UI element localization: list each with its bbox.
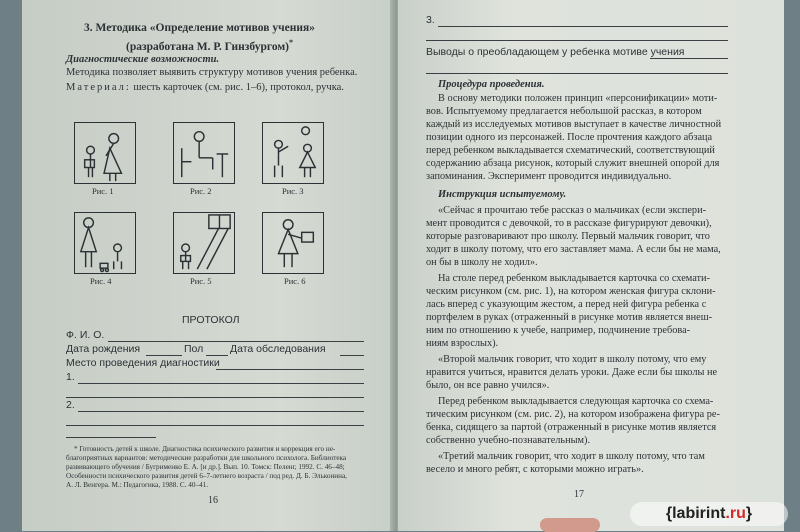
footnote-line: * Готовность детей к школе. Диагностика психического развития и коррекция его не- bbox=[74, 445, 336, 453]
method-heading-author: (разработана М. Р. Гинзбургом)* bbox=[126, 38, 294, 53]
instruction-line: нравится учиться, нравится делать уроки. Даже если бы школы не bbox=[426, 367, 718, 378]
caption-3: Рис. 3 bbox=[282, 186, 304, 196]
instruction-line: портфелем в руках (отраженный в рисунке мотив является внеш- bbox=[426, 312, 713, 323]
instruction-line: лась вперед с указующим жестом, а перед ней фигура ребенка с bbox=[426, 299, 707, 310]
procedure-title: Процедура проведения. bbox=[438, 79, 545, 90]
procedure-line: каждый из исследуемых мотивов выступает в качестве личностной bbox=[426, 119, 722, 130]
place-label: Место проведения диагностики bbox=[66, 357, 220, 369]
place-line bbox=[216, 369, 364, 370]
item-3-line-a bbox=[438, 26, 728, 27]
instruction-title: Инструкция испытуемому. bbox=[438, 189, 567, 200]
figure-5 bbox=[173, 212, 235, 274]
instruction-line: бенка, сидящего за партой (отраженный в рисунке мотив является bbox=[426, 422, 717, 433]
footnote-line: развивающего обучения / Бугрименко Е. А. [и др.]. Вып. 10. Томск: Пеленг, 1992. С. 46–48; bbox=[66, 463, 345, 471]
procedure-line: В основу методики положен принцип «персонификации» моти- bbox=[438, 93, 718, 104]
item-2: 2. bbox=[66, 399, 75, 411]
instruction-line: ходит в школу потому, что его заставляет мама. А если бы не мама, bbox=[426, 244, 721, 255]
conclusions-line-a bbox=[650, 58, 728, 59]
protocol-title: ПРОТОКОЛ bbox=[182, 314, 240, 326]
figure-2 bbox=[173, 122, 235, 184]
caption-1: Рис. 1 bbox=[92, 186, 114, 196]
item-3: 3. bbox=[426, 14, 435, 26]
instruction-line: весело и много ребят, с которыми можно играть». bbox=[426, 464, 644, 475]
figure-6 bbox=[262, 212, 324, 274]
caption-4: Рис. 4 bbox=[90, 276, 112, 286]
figure-4 bbox=[74, 212, 136, 274]
instruction-line: На столе перед ребенком выкладывается карточка со схемати- bbox=[438, 273, 710, 284]
item-1-line-b bbox=[66, 397, 364, 398]
instruction-line: ним по отношению к учебе, например, подчинение требова- bbox=[426, 325, 691, 336]
exam-date-line bbox=[340, 355, 364, 356]
sex-line bbox=[206, 355, 228, 356]
procedure-line: запоминания. Эксперимент проводится индивидуально. bbox=[426, 171, 672, 182]
instruction-line: Перед ребенком выкладывается следующая карточка со схема- bbox=[438, 396, 714, 407]
instruction-line: «Сейчас я прочитаю тебе рассказ о мальчиках (если экспери- bbox=[438, 205, 707, 216]
conclusions-label: Выводы о преобладающем у ребенка мотиве учения bbox=[426, 46, 685, 58]
section-title: Диагностические возможности. bbox=[66, 54, 220, 65]
instruction-line: было, он все равно учился». bbox=[426, 380, 550, 391]
caption-5: Рис. 5 bbox=[190, 276, 212, 286]
instruction-line: «Второй мальчик говорит, что ходит в школу потому, что ему bbox=[438, 354, 707, 365]
labirint-watermark: {labirint.ru} bbox=[630, 502, 788, 526]
instruction-line: ческим рисунком (см. рис. 1), на котором женская фигура склони- bbox=[426, 286, 716, 297]
sex-label: Пол bbox=[184, 343, 204, 355]
fio-line bbox=[108, 341, 364, 342]
procedure-line: перед ребенком выкладывается схематический, соответствующий bbox=[426, 145, 715, 156]
material-line: Материал: шесть карточек (см. рис. 1–6), протокол, ручка. bbox=[66, 82, 344, 93]
left-page bbox=[22, 0, 394, 531]
instruction-line: ниям взрослых). bbox=[426, 338, 499, 349]
procedure-line: содержанию абзаца рисунок, который служит внешней опорой для bbox=[426, 158, 720, 169]
conclusions-line-b bbox=[426, 73, 728, 74]
page-number-left: 16 bbox=[208, 495, 218, 506]
fio-label: Ф. И. О. bbox=[66, 329, 105, 341]
caption-6: Рис. 6 bbox=[284, 276, 306, 286]
instruction-line: мент проводится с девочкой, то в рассказе фигурируют девочки), bbox=[426, 218, 712, 229]
caption-2: Рис. 2 bbox=[190, 186, 212, 196]
instruction-line: которые разговаривают про школу. Первый мальчик говорит, что bbox=[426, 231, 710, 242]
intro-text: Методика позволяет выявить структуру мотивов учения ребенка. bbox=[66, 67, 358, 78]
footnote-line: благоприятных вариантов: методические разработки для школьного психолога. Библиотека bbox=[66, 454, 347, 462]
instruction-line: он бы в школу не ходил». bbox=[426, 257, 538, 268]
item-3-line-b bbox=[426, 40, 728, 41]
method-heading: 3. Методика «Определение мотивов учения» bbox=[84, 22, 315, 34]
instruction-line: «Третий мальчик говорит, что ходит в школу потому, что там bbox=[438, 451, 705, 462]
instruction-line: собственно учебно-познавательным). bbox=[426, 435, 591, 446]
footnote-line: А. Л. Венгера. М.: Педагогика, 1988. С. 40–41. bbox=[66, 481, 209, 489]
birth-date-line bbox=[146, 355, 182, 356]
page-number-right: 17 bbox=[574, 489, 584, 500]
right-page bbox=[398, 0, 784, 531]
figure-1 bbox=[74, 122, 136, 184]
item-2-line-a bbox=[78, 411, 364, 412]
exam-date-label: Дата обследования bbox=[230, 343, 326, 355]
finger bbox=[540, 518, 600, 532]
item-2-line-b bbox=[66, 425, 364, 426]
figure-3 bbox=[262, 122, 324, 184]
procedure-line: позиции одного из персонажей. После прочтения каждого абзаца bbox=[426, 132, 713, 143]
birth-date-label: Дата рождения bbox=[66, 343, 141, 355]
footnote-line: Особенности психического развития детей 6–7-летнего возраста / под ред. Д. Б. Эльконина, bbox=[66, 472, 347, 480]
procedure-line: вов. Испытуемому предлагается небольшой рассказ, в котором bbox=[426, 106, 702, 117]
item-1-line-a bbox=[78, 383, 364, 384]
instruction-line: тическим рисунком (см. рис. 2), на котором изображена фигура ре- bbox=[426, 409, 720, 420]
item-1: 1. bbox=[66, 371, 75, 383]
footnote-rule bbox=[66, 437, 156, 438]
